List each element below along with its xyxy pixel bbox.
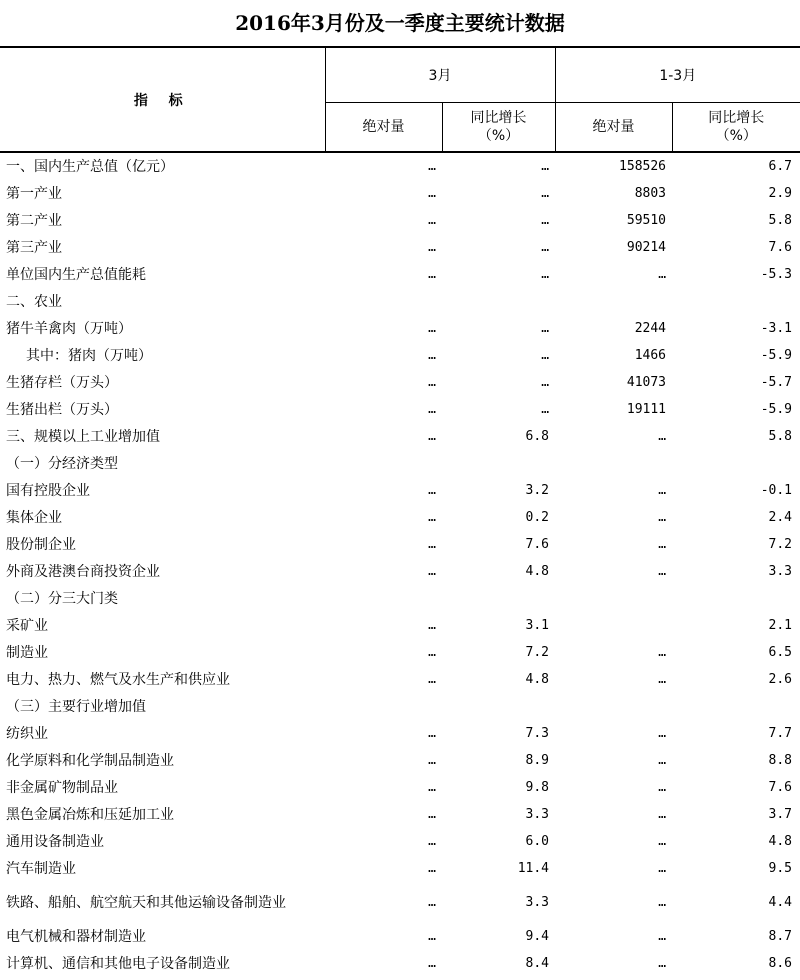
- q1-abs-cell: …: [658, 833, 667, 849]
- march-abs-cell: …: [428, 644, 436, 660]
- q1-abs-cell: [555, 450, 672, 477]
- row-label: 外商及港澳台商投资企业: [6, 563, 160, 580]
- q1-abs-cell: …: [658, 894, 667, 910]
- q1-abs-cell: …: [658, 563, 667, 579]
- march-abs-cell: …: [428, 428, 436, 444]
- march-yoy-cell: 6.0: [525, 833, 550, 849]
- march-yoy-cell: 7.3: [525, 725, 550, 741]
- q1-yoy-cell: [672, 288, 800, 315]
- march-yoy-cell: [442, 585, 555, 612]
- q1-yoy-cell: 6.7: [768, 158, 793, 174]
- statistics-table: [0, 46, 800, 977]
- march-yoy-cell: …: [541, 239, 550, 255]
- q1-yoy-cell: [672, 450, 800, 477]
- row-label: 二、农业: [6, 293, 62, 310]
- q1-yoy-cell: 8.8: [768, 752, 793, 768]
- q1-yoy-cell: 2.9: [768, 185, 793, 201]
- table-row: [0, 450, 800, 477]
- q1-yoy-cell: 5.8: [768, 212, 793, 228]
- march-yoy-cell: …: [541, 374, 550, 390]
- q1-yoy-cell: 7.2: [768, 536, 793, 552]
- yoy-header-line1: 同比增长: [470, 110, 527, 126]
- march-abs-cell: …: [428, 860, 436, 876]
- march-yoy-cell: 7.6: [525, 536, 550, 552]
- table-row: [0, 950, 800, 977]
- q1-yoy-cell: -5.7: [760, 374, 793, 390]
- table-header: [0, 47, 800, 152]
- table-row: [0, 720, 800, 747]
- q1-abs-cell: …: [658, 779, 667, 795]
- march-yoy-cell: 0.2: [525, 509, 550, 525]
- yoy-header-line2: （%）: [477, 128, 520, 144]
- table-row: [0, 152, 800, 180]
- march-abs-cell: …: [428, 563, 436, 579]
- row-label: 集体企业: [6, 509, 62, 526]
- table-row: [0, 369, 800, 396]
- q1-abs-cell: 90214: [626, 239, 667, 255]
- march-abs-cell: …: [428, 671, 436, 687]
- table-row: [0, 666, 800, 693]
- table-row: [0, 477, 800, 504]
- row-label: 生猪存栏（万头）: [6, 374, 118, 391]
- q1-abs-cell: [555, 612, 672, 639]
- march-yoy-cell: 9.4: [525, 928, 550, 944]
- march-abs-cell: …: [428, 374, 436, 390]
- table-row: [0, 504, 800, 531]
- q1-yoy-cell: 3.3: [768, 563, 793, 579]
- march-yoy-cell: 3.3: [525, 894, 550, 910]
- march-yoy-cell: …: [541, 347, 550, 363]
- row-label: 非金属矿物制品业: [6, 779, 118, 796]
- march-yoy-cell: [442, 693, 555, 720]
- row-label: 第二产业: [6, 212, 62, 229]
- q1-abs-cell: …: [658, 509, 667, 525]
- q1-group-header: 1-3月: [555, 47, 800, 103]
- march-abs-cell: …: [428, 158, 436, 174]
- q1-abs-cell: …: [658, 752, 667, 768]
- q1-abs-cell: …: [658, 536, 667, 552]
- row-label: （一）分经济类型: [6, 455, 118, 472]
- march-yoy-cell: …: [541, 212, 550, 228]
- march-yoy-cell: 11.4: [517, 860, 550, 876]
- table-row: [0, 612, 800, 639]
- march-abs-cell: …: [428, 806, 436, 822]
- march-abs-cell: …: [428, 347, 436, 363]
- row-label: 股份制企业: [6, 536, 76, 553]
- row-label: 生猪出栏（万头）: [6, 401, 118, 418]
- q1-abs-cell: …: [658, 928, 667, 944]
- table-row: [0, 558, 800, 585]
- row-label: 第三产业: [6, 239, 62, 256]
- row-label: 采矿业: [6, 617, 48, 634]
- row-label: 黑色金属冶炼和压延加工业: [6, 806, 174, 823]
- row-label: 电气机械和器材制造业: [6, 928, 146, 945]
- row-label: 汽车制造业: [6, 860, 76, 877]
- page-title: 2016年3月份及一季度主要统计数据: [235, 11, 565, 35]
- row-label: 其中：猪肉（万吨）: [26, 347, 152, 364]
- q1-abs-cell: 8803: [634, 185, 667, 201]
- march-abs-cell: …: [428, 266, 436, 282]
- table-row: [0, 747, 800, 774]
- march-abs-cell: [325, 693, 442, 720]
- q1-abs-cell: [555, 585, 672, 612]
- row-label: 第一产业: [6, 185, 62, 202]
- march-abs-cell: …: [428, 509, 436, 525]
- row-label: 单位国内生产总值能耗: [6, 266, 146, 283]
- q1-abs-cell: …: [658, 955, 667, 971]
- q1-abs-cell: …: [658, 806, 667, 822]
- q1-yoy-cell: 7.6: [768, 779, 793, 795]
- indicator-header: [0, 47, 325, 152]
- yoy-header-line2: （%）: [715, 128, 757, 144]
- march-yoy-cell: …: [541, 158, 550, 174]
- q1-yoy-cell: 8.6: [768, 955, 793, 971]
- q1-yoy-cell: 2.1: [768, 617, 793, 633]
- table-row: [0, 342, 800, 369]
- q1-abs-cell: 41073: [626, 374, 667, 390]
- march-abs-cell: …: [428, 482, 436, 498]
- row-label: （二）分三大门类: [6, 590, 118, 607]
- table-row: [0, 207, 800, 234]
- march-abs-cell: …: [428, 894, 436, 910]
- march-yoy-cell: [442, 288, 555, 315]
- table-row: [0, 531, 800, 558]
- march-abs-cell: …: [428, 185, 436, 201]
- march-yoy-cell: …: [541, 320, 550, 336]
- row-label: 猪牛羊禽肉（万吨）: [6, 320, 132, 337]
- row-label: 制造业: [6, 644, 48, 661]
- q1-abs-cell: 59510: [626, 212, 667, 228]
- march-abs-cell: …: [428, 833, 436, 849]
- q1-yoy-cell: 2.6: [768, 671, 793, 687]
- table-row: [0, 801, 800, 828]
- row-label: 纺织业: [6, 725, 48, 742]
- q1-abs-cell: 2244: [634, 320, 667, 336]
- march-yoy-cell: 3.1: [525, 617, 550, 633]
- march-yoy-cell: 9.8: [525, 779, 550, 795]
- table-row: [0, 855, 800, 882]
- q1-yoy-cell: -5.9: [760, 401, 793, 417]
- q1-abs-cell: …: [658, 725, 667, 741]
- table-body: [0, 152, 800, 977]
- row-label: 三、规模以上工业增加值: [6, 428, 160, 445]
- march-yoy-cell: 4.8: [525, 671, 550, 687]
- march-abs-cell: …: [428, 212, 436, 228]
- row-label: 计算机、通信和其他电子设备制造业: [6, 955, 230, 972]
- q1-yoy-cell: 2.4: [768, 509, 793, 525]
- q1-yoy-cell: -3.1: [760, 320, 793, 336]
- yoy-header-line1: 同比增长: [708, 110, 765, 126]
- march-abs-cell: …: [428, 928, 436, 944]
- march-yoy-cell: …: [541, 401, 550, 417]
- table-row: [0, 396, 800, 423]
- q1-yoy-cell: -5.3: [760, 266, 793, 282]
- table-row: [0, 639, 800, 666]
- table-row: [0, 585, 800, 612]
- q1-abs-cell: [555, 693, 672, 720]
- q1-yoy-cell: 8.7: [768, 928, 793, 944]
- march-abs-cell: …: [428, 239, 436, 255]
- table-row: [0, 234, 800, 261]
- q1-yoy-cell: 9.5: [768, 860, 793, 876]
- march-yoy-header: [442, 103, 555, 153]
- q1-yoy-cell: -5.9: [760, 347, 793, 363]
- q1-abs-header: 绝对量: [555, 103, 672, 153]
- march-abs-cell: …: [428, 752, 436, 768]
- table-row: [0, 693, 800, 720]
- q1-abs-cell: 158526: [619, 158, 667, 174]
- march-abs-cell: …: [428, 955, 436, 971]
- row-label: 化学原料和化学制品制造业: [6, 752, 174, 769]
- q1-abs-cell: 1466: [634, 347, 667, 363]
- table-row: [0, 923, 800, 950]
- indicator-header-label: 指 标: [133, 92, 191, 109]
- row-label: 铁路、船舶、航空航天和其他运输设备制造业: [6, 894, 286, 911]
- march-yoy-cell: …: [541, 266, 550, 282]
- march-abs-cell: …: [428, 536, 436, 552]
- march-abs-header: 绝对量: [325, 103, 442, 153]
- march-yoy-cell: [442, 450, 555, 477]
- row-label: 通用设备制造业: [6, 833, 104, 850]
- march-yoy-cell: 7.2: [525, 644, 550, 660]
- q1-abs-cell: …: [658, 266, 667, 282]
- row-label: 电力、热力、燃气及水生产和供应业: [6, 671, 230, 688]
- march-abs-cell: …: [428, 725, 436, 741]
- q1-abs-cell: …: [658, 644, 667, 660]
- q1-yoy-cell: 5.8: [768, 428, 793, 444]
- march-abs-cell: [325, 288, 442, 315]
- table-row: [0, 315, 800, 342]
- q1-abs-cell: [555, 288, 672, 315]
- q1-yoy-header: [672, 103, 800, 153]
- march-yoy-cell: 8.9: [525, 752, 550, 768]
- march-yoy-cell: 8.4: [525, 955, 550, 971]
- march-yoy-cell: 3.3: [525, 806, 550, 822]
- q1-yoy-cell: 4.8: [768, 833, 793, 849]
- q1-yoy-cell: -0.1: [760, 482, 793, 498]
- q1-yoy-cell: [672, 585, 800, 612]
- table-row: [0, 882, 800, 923]
- q1-abs-cell: …: [658, 671, 667, 687]
- q1-yoy-cell: 6.5: [768, 644, 793, 660]
- q1-yoy-cell: [672, 693, 800, 720]
- march-abs-cell: [325, 450, 442, 477]
- q1-abs-cell: 19111: [626, 401, 667, 417]
- march-abs-cell: …: [428, 401, 436, 417]
- q1-yoy-cell: 3.7: [768, 806, 793, 822]
- march-yoy-cell: 6.8: [525, 428, 550, 444]
- march-abs-cell: [325, 585, 442, 612]
- march-yoy-cell: 3.2: [525, 482, 550, 498]
- q1-yoy-cell: 7.7: [768, 725, 793, 741]
- row-label: 国有控股企业: [6, 482, 90, 499]
- march-group-header: 3月: [325, 47, 555, 103]
- table-row: [0, 828, 800, 855]
- table-row: [0, 288, 800, 315]
- march-yoy-cell: …: [541, 185, 550, 201]
- row-label: 一、国内生产总值（亿元）: [6, 158, 174, 175]
- table-row: [0, 774, 800, 801]
- march-abs-cell: …: [428, 779, 436, 795]
- table-row: [0, 423, 800, 450]
- table-row: [0, 180, 800, 207]
- q1-abs-cell: …: [658, 860, 667, 876]
- table-row: [0, 261, 800, 288]
- march-abs-cell: …: [428, 617, 436, 633]
- row-label: （三）主要行业增加值: [6, 698, 146, 715]
- march-yoy-cell: 4.8: [525, 563, 550, 579]
- q1-yoy-cell: 4.4: [768, 894, 793, 910]
- q1-yoy-cell: 7.6: [768, 239, 793, 255]
- march-abs-cell: …: [428, 320, 436, 336]
- q1-abs-cell: …: [658, 482, 667, 498]
- q1-abs-cell: …: [658, 428, 667, 444]
